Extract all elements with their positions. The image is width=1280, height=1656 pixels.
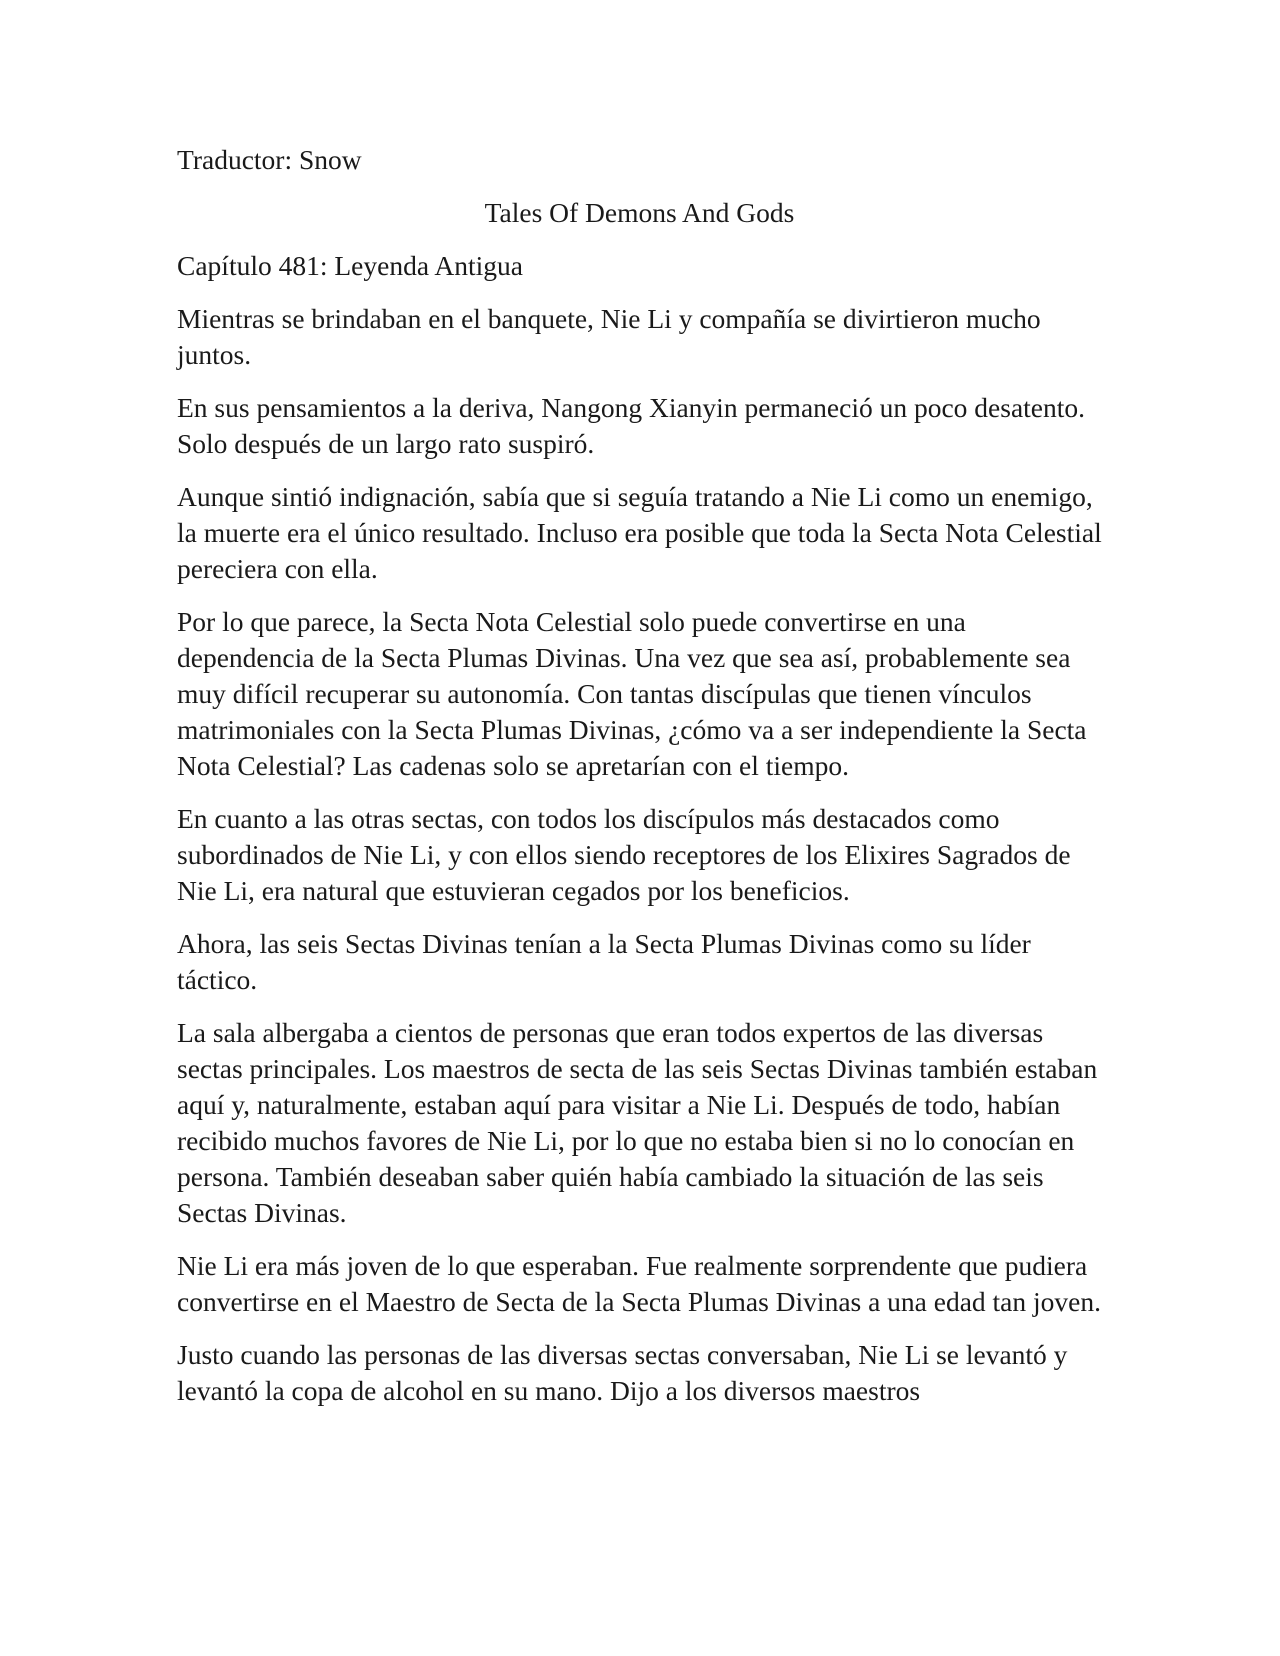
- paragraph: Mientras se brindaban en el banquete, Nie Li y compañía se divirtieron mucho juntos.: [177, 303, 1041, 370]
- paragraph: La sala albergaba a cientos de personas que eran todos expertos de las diversas sectas principales. Los maestros de secta de las seis Sectas Divinas también estaban aquí y, naturalmente, estaban aquí para visitar a Nie Li. Después de todo, habían recibido muchos favores de Nie Li, por lo que no estaba bien si no lo conocían en persona. También deseaban saber quién había cambiado la situación de las seis Sectas Divinas.: [177, 1017, 1098, 1228]
- novel-title: Tales Of Demons And Gods: [484, 197, 795, 228]
- chapter-heading: Capítulo 481: Leyenda Antigua: [177, 250, 523, 281]
- paragraph: Aunque sintió indignación, sabía que si seguía tratando a Nie Li como un enemigo, la muerte era el único resultado. Incluso era posible que toda la Secta Nota Celestial pereciera con ella.: [177, 481, 1102, 584]
- paragraph: Justo cuando las personas de las diversas sectas conversaban, Nie Li se levantó y levantó la copa de alcohol en su mano. Dijo a los diversos maestros: [177, 1339, 1068, 1406]
- document-body: [177, 142, 1102, 1426]
- paragraph: Por lo que parece, la Secta Nota Celestial solo puede convertirse en una dependencia de la Secta Plumas Divinas. Una vez que sea así, probablemente sea muy difícil recuperar su autonomía. Con tantas discípulas que tienen vínculos matrimoniales con la Secta Plumas Divinas, ¿cómo va a ser independiente la Secta Nota Celestial? Las cadenas solo se apretarían con el tiempo.: [177, 606, 1087, 781]
- paragraph: Nie Li era más joven de lo que esperaban. Fue realmente sorprendente que pudiera convertirse en el Maestro de Secta de la Secta Plumas Divinas a una edad tan joven.: [177, 1250, 1101, 1317]
- translator-credit: Traductor: Snow: [177, 144, 362, 175]
- paragraph: En cuanto a las otras sectas, con todos los discípulos más destacados como subordinados de Nie Li, y con ellos siendo receptores de los Elixires Sagrados de Nie Li, era natural que estuvieran cegados por los beneficios.: [177, 803, 1071, 906]
- paragraph: En sus pensamientos a la deriva, Nangong Xianyin permaneció un poco desatento. Solo después de un largo rato suspiró.: [177, 392, 1086, 459]
- paragraph: Ahora, las seis Sectas Divinas tenían a la Secta Plumas Divinas como su líder táctico.: [177, 928, 1031, 995]
